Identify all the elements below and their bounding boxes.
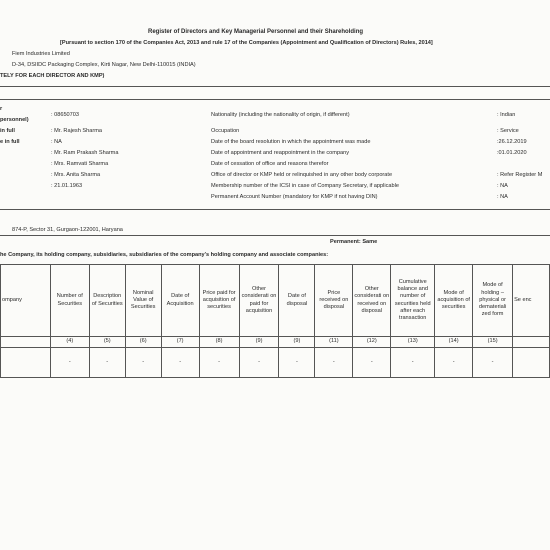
table-header-row <box>1 265 550 337</box>
company-name: Fiem Industries Limited <box>12 51 70 57</box>
table-cell: - <box>353 348 391 378</box>
column-number: (11) <box>315 337 353 348</box>
column-number: (5) <box>89 337 125 348</box>
din-value: : 08650703 <box>51 112 79 118</box>
table-cell: - <box>50 348 89 378</box>
column-number: (9) <box>279 337 315 348</box>
label-personnel: personnel) <box>0 117 29 123</box>
column-number: (15) <box>473 337 513 348</box>
column-number: (4) <box>50 337 89 348</box>
table-cell <box>1 348 51 378</box>
board-resolution-value: :26.12.2019 <box>497 139 527 145</box>
shareholding-table <box>0 264 550 378</box>
appointment-date-label: Date of appointment and reappointment in the company <box>211 150 350 156</box>
table-cell <box>513 348 550 378</box>
former-name-value: : NA <box>51 139 62 145</box>
label-din: r <box>0 106 3 112</box>
section-heading: he Company, its holding company, subsidiaries, subsidiaries of the company's holding company and associate companies: <box>0 252 329 258</box>
column-header: Description of Securities <box>89 265 125 337</box>
header-note: TELY FOR EACH DIRECTOR AND KMP) <box>0 73 105 79</box>
permanent-address: Permanent: Same <box>330 239 378 245</box>
column-number <box>513 337 550 348</box>
other-office-label: Office of director or KMP held or relinquished in any other body corporate <box>211 172 393 178</box>
column-number: (14) <box>435 337 473 348</box>
column-number: (13) <box>391 337 435 348</box>
column-header: ompany <box>1 265 51 337</box>
table-cell: - <box>199 348 239 378</box>
register-subtitle: [Pursuant to section 170 of the Companies Act, 2013 and rule 17 of the Companies (Appointment and Qualification of Directors) Rules, 2014] <box>60 40 433 46</box>
cessation-label: Date of cessation of office and reasons therefor <box>211 161 329 167</box>
column-number-row <box>1 337 550 348</box>
pan-value: : NA <box>497 194 508 200</box>
table-cell: - <box>89 348 125 378</box>
register-title: Register of Directors and Key Managerial Personnel and their Shareholding <box>148 29 364 35</box>
table-row <box>1 348 550 378</box>
name-value: : Mr. Rajesh Sharma <box>51 128 102 134</box>
occupation-label: Occupation <box>211 128 240 134</box>
nationality-label: Nationality (including the nationality of origin, if different) <box>211 112 350 118</box>
column-header: Number of Securities <box>50 265 89 337</box>
top-separator <box>0 86 550 87</box>
column-number: (6) <box>125 337 161 348</box>
column-header: Mode of holding – physical or demateriali zed form <box>473 265 513 337</box>
column-header: Se enc <box>513 265 550 337</box>
column-header: Date of Acquisition <box>161 265 199 337</box>
column-header: Other considerati on paid for acquisition <box>239 265 279 337</box>
column-header: Cumulative balance and number of securities held after each transaction <box>391 265 435 337</box>
appointment-date-value: :01.01.2020 <box>497 150 527 156</box>
other-office-value: : Refer Register M <box>497 172 543 178</box>
icsi-membership-value: : NA <box>497 183 508 189</box>
mother-name-value: : Mrs. Ramvati Sharma <box>51 161 109 167</box>
occupation-value: : Service <box>497 128 519 134</box>
column-number: (7) <box>161 337 199 348</box>
dob-value: : 21.01.1963 <box>51 183 83 189</box>
nationality-value: : Indian <box>497 112 516 118</box>
column-header: Price received on disposal <box>315 265 353 337</box>
address-underline <box>0 235 550 236</box>
table-cell: - <box>125 348 161 378</box>
table-cell: - <box>391 348 435 378</box>
table-cell: - <box>435 348 473 378</box>
column-header: Date of disposal <box>279 265 315 337</box>
present-address: 874-P, Sector 31, Gurgaon-122001, Haryana <box>12 227 123 233</box>
table-cell: - <box>161 348 199 378</box>
column-header: Nominal Value of Securities <box>125 265 161 337</box>
table-cell: - <box>279 348 315 378</box>
column-number: (9) <box>239 337 279 348</box>
spouse-name-value: : Mrs. Anita Sharma <box>51 172 101 178</box>
table-cell: - <box>315 348 353 378</box>
table-cell: - <box>239 348 279 378</box>
icsi-membership-label: Membership number of the ICSI in case of Company Secretary, if applicable <box>211 183 399 189</box>
table-cell: - <box>473 348 513 378</box>
company-address: D-34, DSIIDC Packaging Complex, Kirti Nagar, New Delhi-110015 (INDIA) <box>12 62 196 68</box>
board-resolution-label: Date of the board resolution in which the appointment was made <box>211 139 371 145</box>
column-header: Price paid for acquisition of securities <box>199 265 239 337</box>
column-number: (8) <box>199 337 239 348</box>
label-father-name: e in full <box>0 139 20 145</box>
details-bottom-line <box>0 209 550 210</box>
label-name-in-full: in full <box>0 128 15 134</box>
father-name-value: : Mr. Ram Prakash Sharma <box>51 150 119 156</box>
column-number <box>1 337 51 348</box>
pan-label: Permanent Account Number (mandatory for KMP if not having DIN) <box>211 194 378 200</box>
column-header: Other considerati on received on disposal <box>353 265 391 337</box>
column-number: (12) <box>353 337 391 348</box>
details-top-line <box>0 99 550 100</box>
column-header: Mode of acquisition of securities <box>435 265 473 337</box>
